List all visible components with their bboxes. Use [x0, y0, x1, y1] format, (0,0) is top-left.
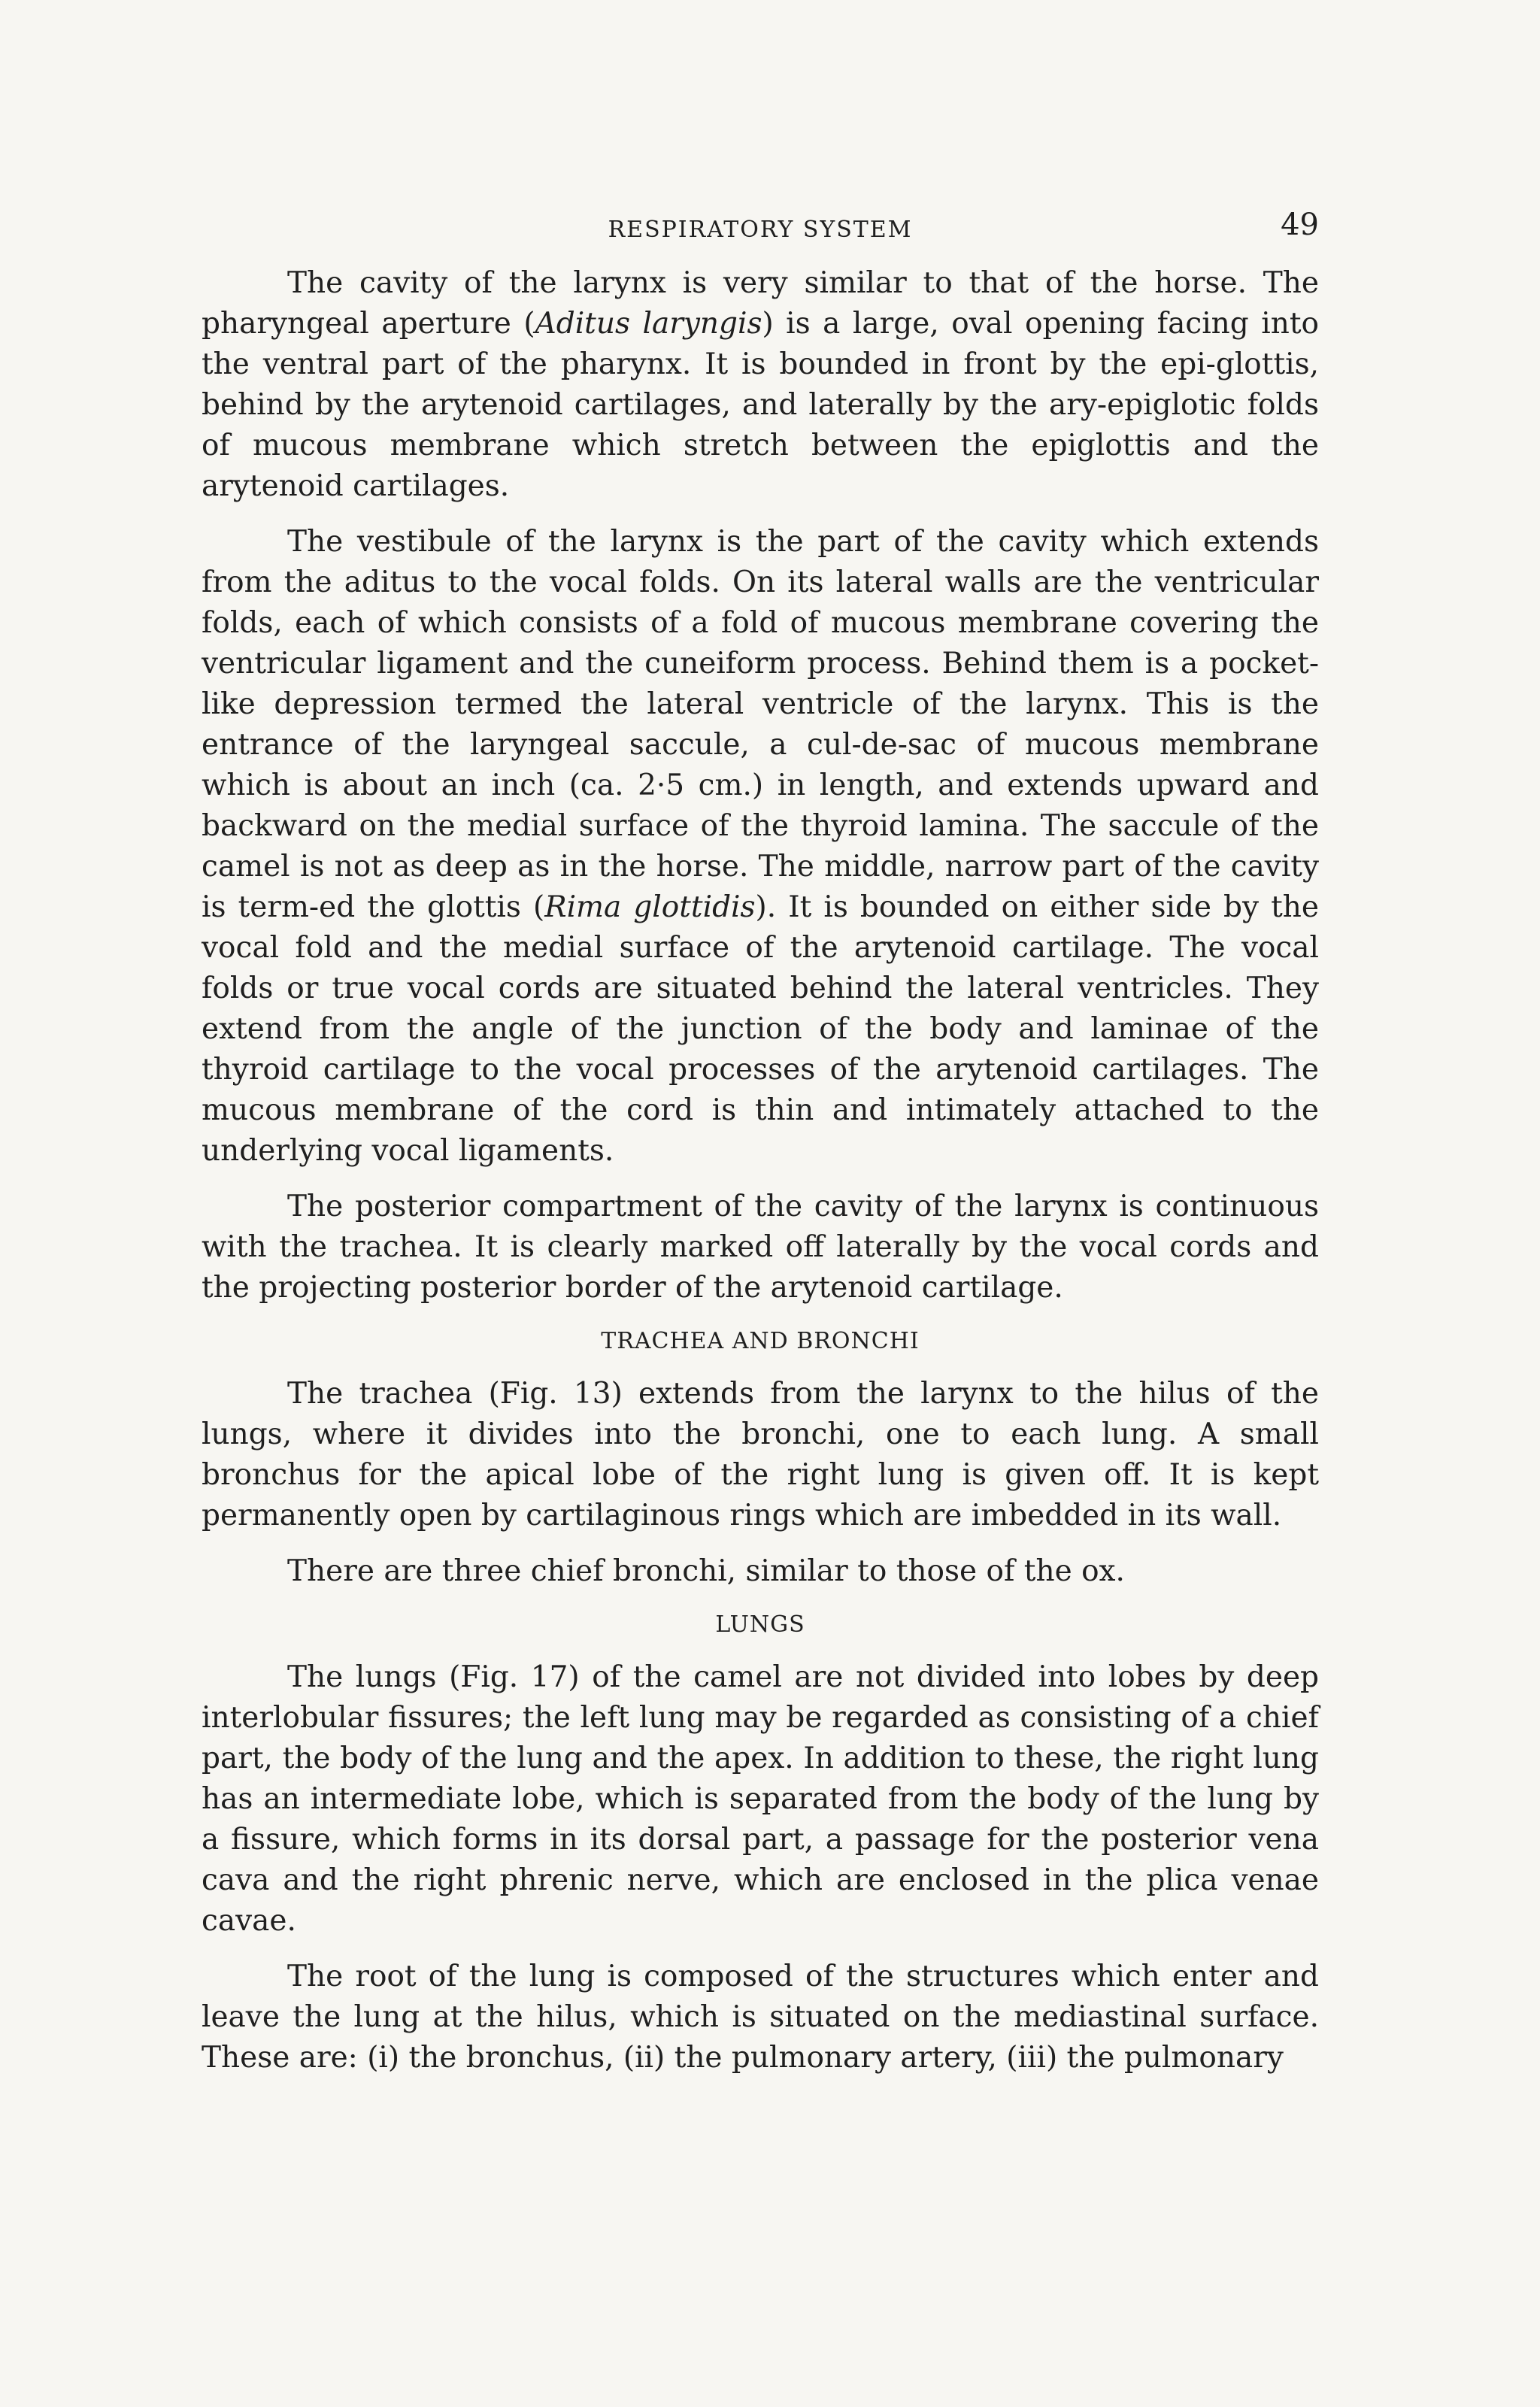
paragraph-lung-root: The root of the lung is composed of the structures which enter and leave the lung at the hilus, which is situated on the mediastinal surface. These are: (i) the bronchus, (ii) the pulmonary artery, (iii) the pulmonary [202, 1960, 1319, 2075]
paragraph-bronchi: There are three chief bronchi, similar to those of the ox. [287, 1554, 1125, 1588]
paragraph-text: The vestibule of the larynx is the part of the cavity which extends from the aditus to the vocal folds. On its lateral walls are the ventricular folds, each of which consists of a fold of mucous membrane covering the ventricular ligament and the cuneiform process. Behind them is a pocket-like depression termed the lateral ventricle of the larynx. This is the entrance of the laryngeal saccule, a cul-de-sac of mucous membrane which is about an inch (ca. 2·5 cm.) in length, and extends upward and backward on the medial surface of the thyroid lamina. The saccule of the camel is not as deep as in the horse. The middle, narrow part of the cavity is term-ed the glottis ( [202, 525, 1319, 924]
page-number: 49 [1281, 208, 1319, 242]
paragraph-text: ). It is bounded on either side by the vocal fold and the medial surface of the arytenoid cartilage. The vocal folds or true vocal cords are situated behind the lateral ventricles. They extend from the angle of the junction of the body and laminae of the thyroid cartilage to the vocal processes of the arytenoid cartilages. The mucous membrane of the cord is thin and intimately attached to the underlying vocal ligaments. [202, 890, 1319, 1168]
paragraph-text: The cavity of the larynx is very similar to that of the horse. The pharyngeal aperture ( [202, 266, 1319, 341]
paragraph-lungs: The lungs (Fig. 17) of the camel are not divided into lobes by deep interlobular fissures; the left lung may be regarded as consisting of a chief part, the body of the lung and the apex. In addition to these, the right lung has an intermediate lobe, which is separated from the body of the lung by a fissure, which forms in its dorsal part, a passage for the posterior vena cava and the right phrenic nerve, which are enclosed in the plica venae cavae. [202, 1660, 1319, 1938]
italic-term: Aditus laryngis [535, 307, 762, 341]
paragraph-vestibule [202, 522, 1319, 1172]
running-head [202, 203, 1319, 263]
paragraph-larynx-cavity [202, 263, 1319, 507]
paragraph-posterior-compartment: The posterior compartment of the cavity of the larynx is continuous with the trachea. It is clearly marked off laterally by the vocal cords and the projecting posterior border of the arytenoid cartilage. [202, 1190, 1319, 1305]
book-page [202, 203, 1319, 2093]
running-title: RESPIRATORY SYSTEM [608, 217, 913, 243]
section-heading-trachea: TRACHEA AND BRONCHI [601, 1328, 920, 1354]
paragraph-trachea: The trachea (Fig. 13) extends from the larynx to the hilus of the lungs, where it divides into the bronchi, one to each lung. A small bronchus for the apical lobe of the right lung is given off. It is kept permanently open by cartilaginous rings which are imbedded in its wall. [202, 1377, 1319, 1532]
italic-term: Rima glottidis [544, 890, 756, 924]
section-heading-lungs: LUNGS [715, 1611, 805, 1638]
paragraph-text: ) is a large, oval opening facing into the ventral part of the pharynx. It is bounded in front by the epi-glottis, behind by the arytenoid cartilages, and laterally by the ary-epiglotic folds of mucous membrane which stretch between the epiglottis and the arytenoid cartilages. [202, 307, 1319, 503]
